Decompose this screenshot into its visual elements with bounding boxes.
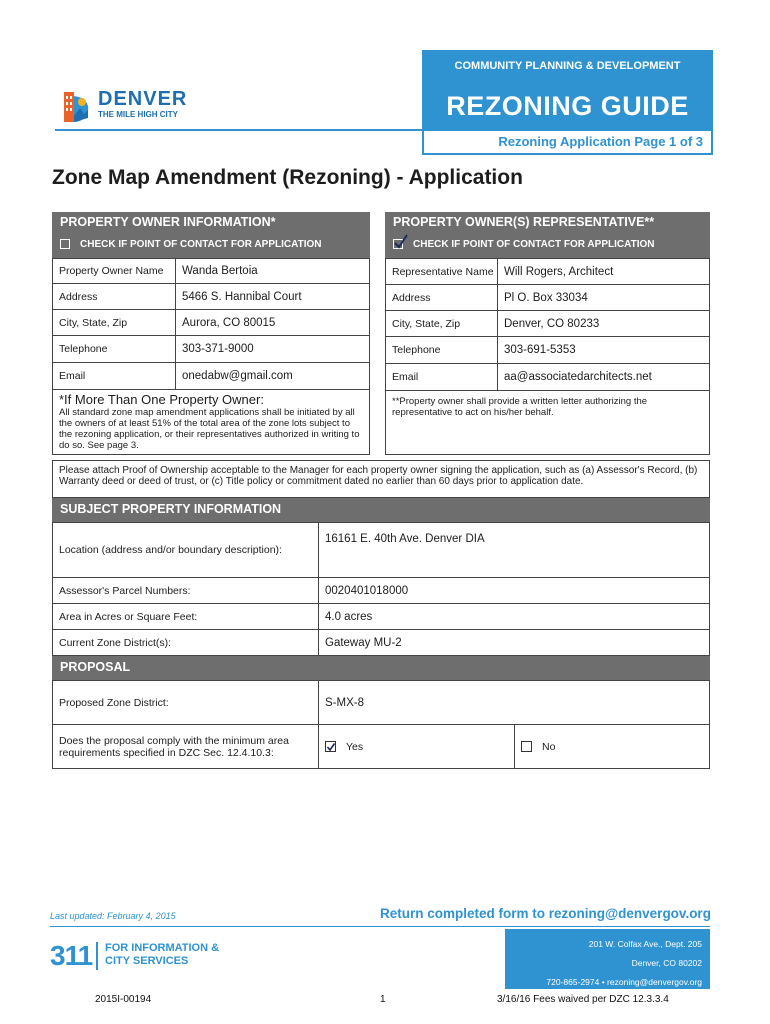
comply-no-checkbox[interactable] [521,741,532,752]
311-info [105,942,219,968]
subject-section-title: SUBJECT PROPERTY INFORMATION [60,502,282,516]
page-label: Rezoning Application Page 1 of 3 [424,131,711,153]
owner-city-field[interactable]: Aurora, CO 80015 [175,309,370,336]
owner-contact-checkbox[interactable] [60,239,70,249]
owner-note-text: All standard zone map amendment applications shall be initiated by all the owners of at least 51% of the total area of the zone lots subject to the rezoning application, or their representatives authorized in writing to do so. See page 3. [59,407,360,451]
311-divider [96,942,98,970]
zone-label: Current Zone District(s): [52,629,319,656]
owner-contact-row[interactable] [52,234,370,258]
owner-telephone-field[interactable]: 303-371-9000 [175,335,370,363]
rep-name-field[interactable]: Will Rogers, Architect [497,258,710,285]
rep-address-field[interactable]: Pl O. Box 33034 [497,284,710,311]
owner-name-field[interactable]: Wanda Bertoia [175,258,370,284]
location-field[interactable]: 16161 E. 40th Ave. Denver DIA [318,522,710,578]
rep-telephone-label: Telephone [385,336,498,364]
subject-section-header [52,498,710,522]
owner-address-field[interactable]: 5466 S. Hannibal Court [175,283,370,310]
parcel-field[interactable]: 0020401018000 [318,577,710,604]
zone-field[interactable]: Gateway MU-2 [318,629,710,656]
rep-address-label: Address [385,284,498,311]
department-name: COMMUNITY PLANNING & DEVELOPMENT [454,60,681,72]
rep-email-label: Email [385,363,498,391]
owner-email-field[interactable]: onedabw@gmail.com [175,362,370,390]
rep-contact-label: CHECK IF POINT OF CONTACT FOR APPLICATION [413,239,655,250]
311-number: 311 [50,940,93,971]
comply-yes-label: Yes [346,740,364,753]
comply-no-cell[interactable] [514,724,710,769]
checkmark-icon [326,742,336,752]
contact-box [505,929,710,989]
rep-contact-row[interactable] [385,234,710,258]
page-title: Zone Map Amendment (Rezoning) - Application [52,166,523,189]
proposed-district-label: Proposed Zone District: [52,680,319,725]
owner-section-header [52,212,370,234]
rep-note-text: **Property owner shall provide a written letter authorizing the representative to act on his/her behalf. [392,396,648,418]
location-label: Location (address and/or boundary description): [52,522,319,578]
denver-logo-icon [62,86,92,126]
comply-no-label: No [542,740,556,753]
checkmark-icon [393,234,409,250]
311-info-line1: FOR INFORMATION & [105,942,220,954]
rep-contact-checkbox[interactable] [393,239,403,249]
area-label: Area in Acres or Square Feet: [52,603,319,630]
owner-section-title: PROPERTY OWNER INFORMATION* [60,215,276,229]
area-field[interactable]: 4.0 acres [318,603,710,630]
owner-note-box [52,389,370,455]
last-updated: Last updated: February 4, 2015 [50,911,176,921]
owner-note-heading: *If More Than One Property Owner: [59,392,264,407]
rep-name-label: Representative Name [385,258,498,285]
fee-waiver-note: 3/16/16 Fees waived per DZC 12.3.3.4 [497,994,669,1005]
proposed-district-field[interactable]: S-MX-8 [318,680,710,725]
logo-wordmark: DENVER [98,88,188,110]
owner-telephone-label: Telephone [52,335,176,363]
proposal-section-title: PROPOSAL [60,660,131,674]
rep-section-title: PROPERTY OWNER(S) REPRESENTATIVE** [393,215,655,229]
comply-yes-checkbox[interactable] [325,741,336,752]
owner-city-label: City, State, Zip [52,309,176,336]
contact-address2: Denver, CO 80202 [631,958,702,968]
guide-title: REZONING GUIDE [446,91,689,121]
owner-email-label: Email [52,362,176,390]
rep-city-label: City, State, Zip [385,310,498,337]
rep-telephone-field[interactable]: 303-691-5353 [497,336,710,364]
rep-note-box [385,390,710,455]
contact-address1: 201 W. Colfax Ave., Dept. 205 [588,939,702,949]
footer-divider [50,926,710,927]
comply-label: Does the proposal comply with the minimum area requirements specified in DZC Sec. 12.4.10.3: [52,724,319,769]
ownership-note-box [52,460,710,498]
311-info-line2: CITY SERVICES [105,955,189,967]
parcel-label: Assessor's Parcel Numbers: [52,577,319,604]
rep-section-header [385,212,710,234]
ownership-note-text: Please attach Proof of Ownership acceptable to the Manager for each property owner signing the application, such as (a) Assessor's Record, (b) Warranty deed or deed of trust, or (c) Title policy or commitment dated no earlier than 60 days prior to application date. [59,465,698,487]
contact-info: 720-865-2974 • rezoning@denvergov.org [546,977,702,987]
page-number: 1 [380,994,386,1005]
header-divider [55,129,422,131]
proposal-section-header [52,656,710,680]
owner-contact-label: CHECK IF POINT OF CONTACT FOR APPLICATION [80,239,322,250]
owner-name-label: Property Owner Name [52,258,176,284]
rep-email-field[interactable]: aa@associatedarchitects.net [497,363,710,391]
comply-yes-cell[interactable] [318,724,515,769]
logo-tagline: THE MILE HIGH CITY [98,110,178,119]
owner-address-label: Address [52,283,176,310]
rep-city-field[interactable]: Denver, CO 80233 [497,310,710,337]
return-instructions: Return completed form to rezoning@denvergov.org [380,906,711,921]
case-number: 2015I-00194 [95,994,152,1005]
